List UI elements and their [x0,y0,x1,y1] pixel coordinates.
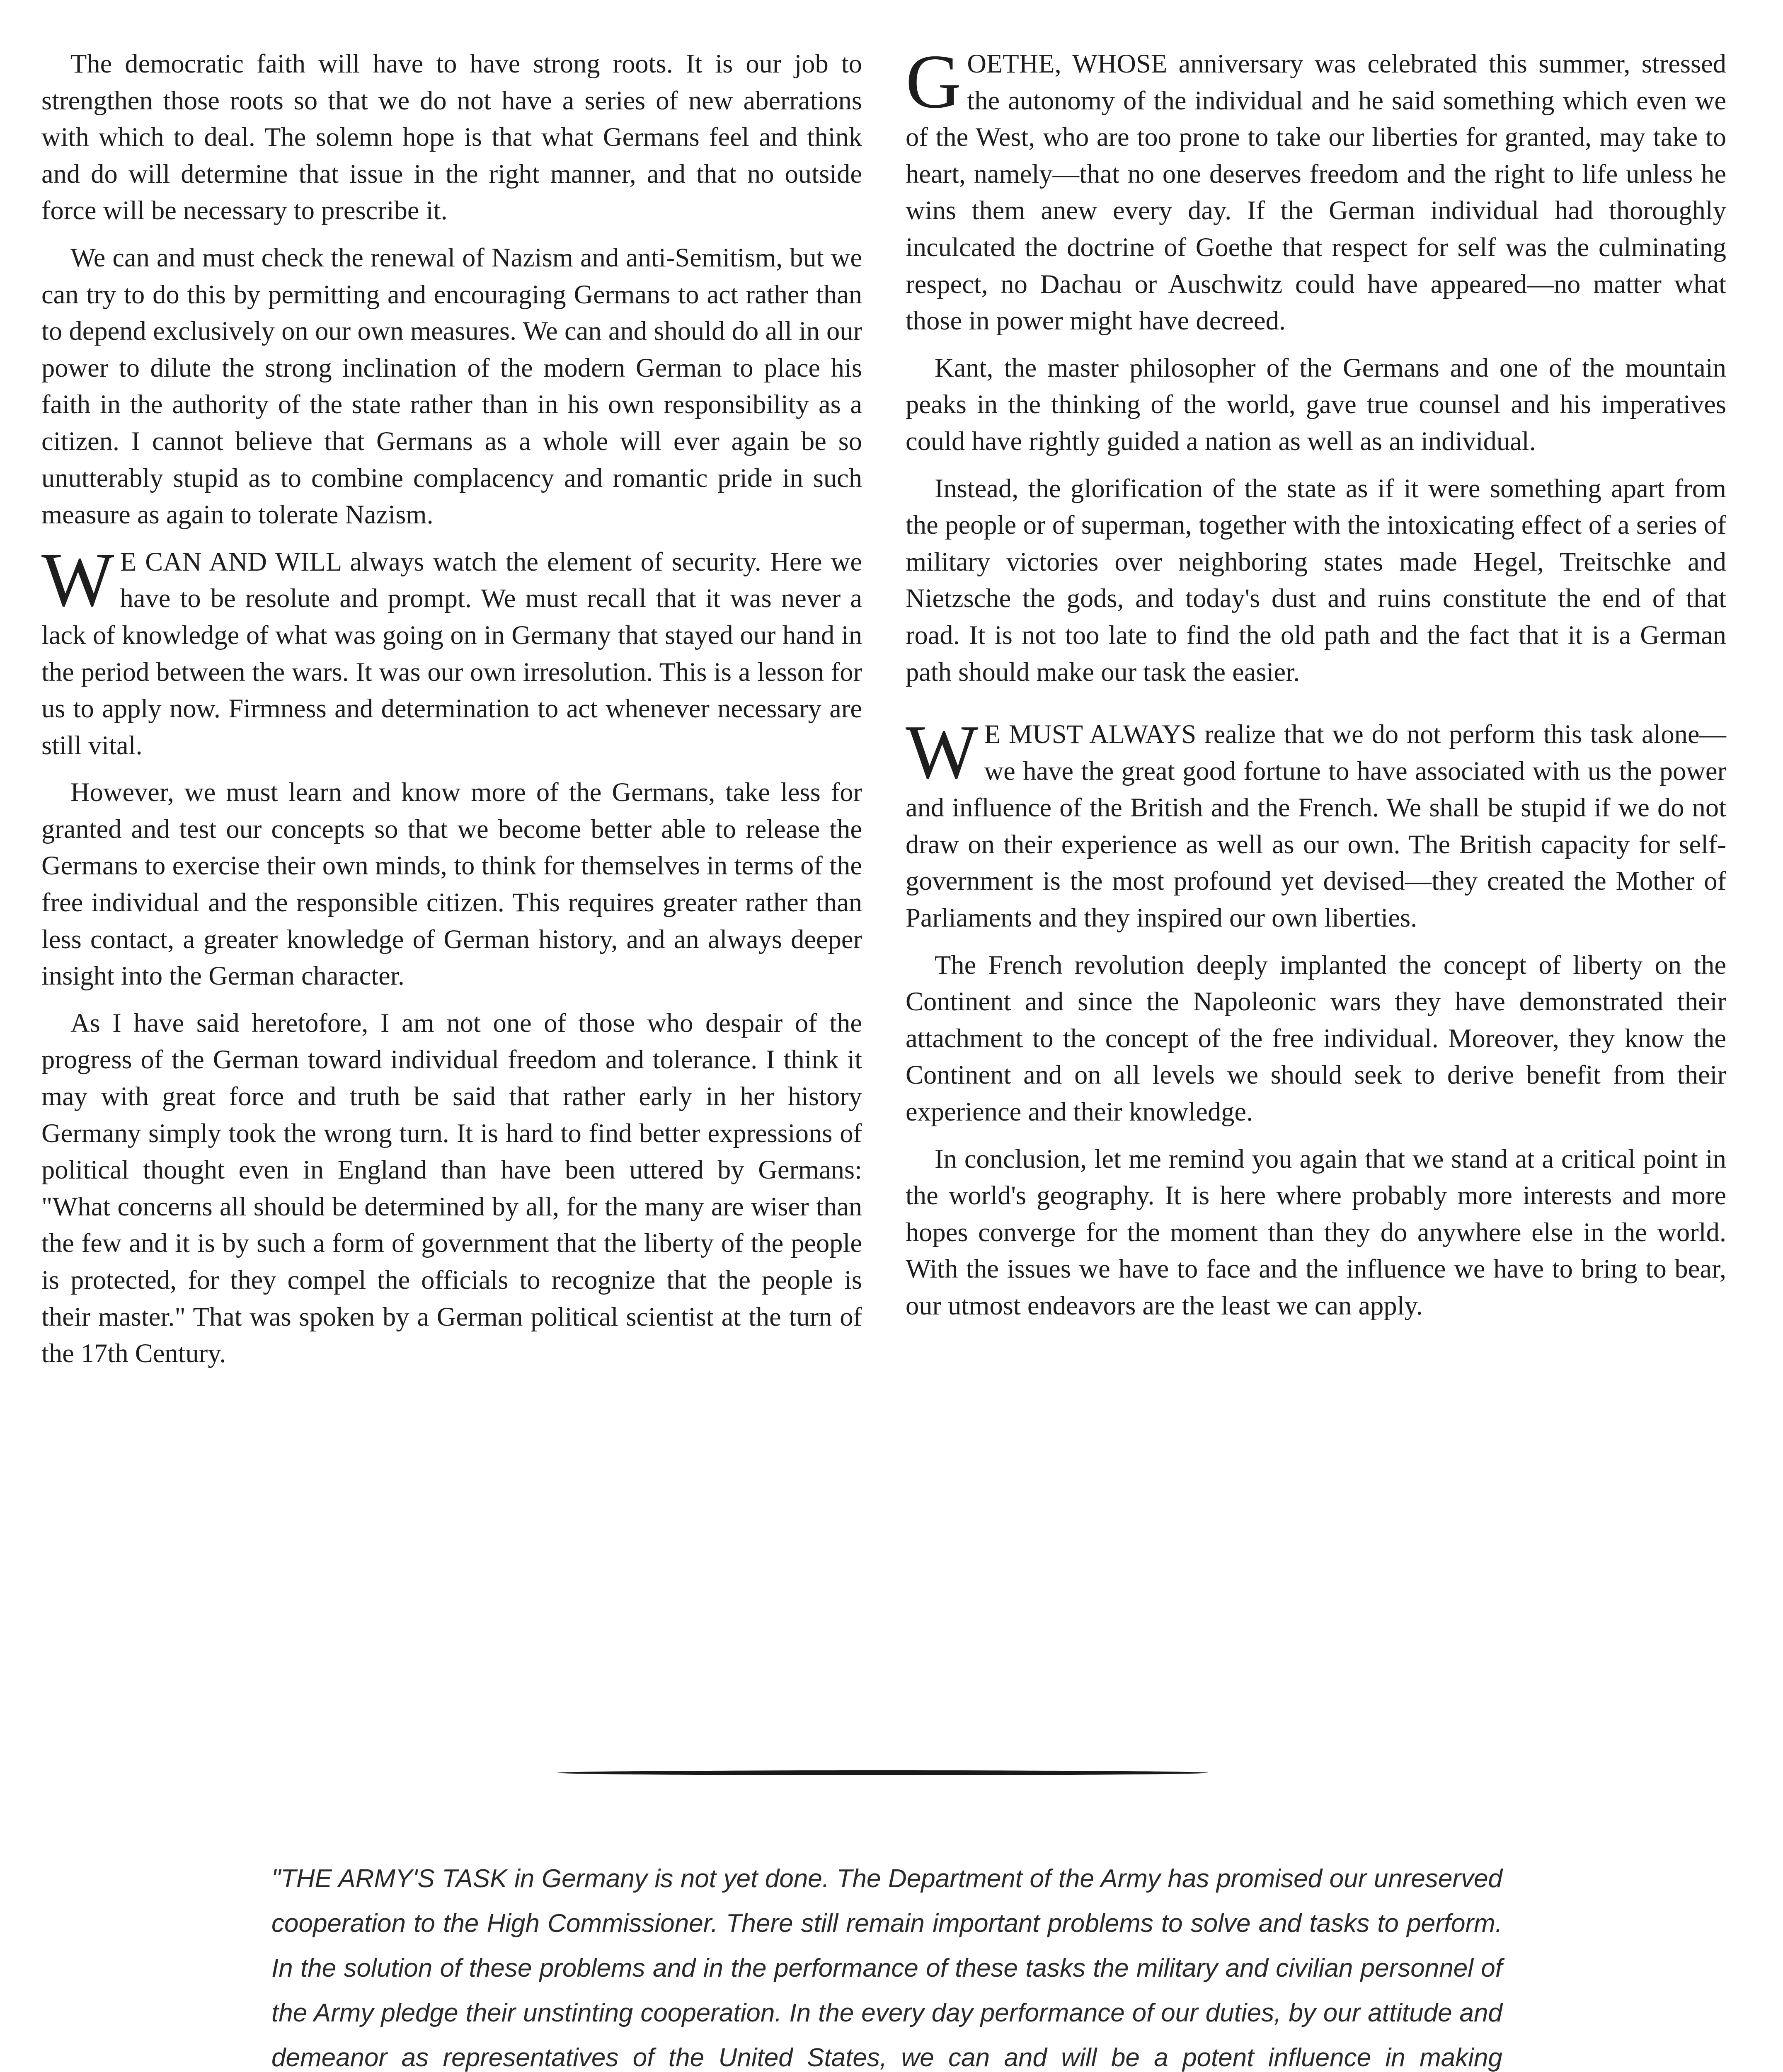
body-paragraph: We can and must check the renewal of Nazism and anti-Semitism, but we can try to do this by permitting and encouraging Germans to act rather than to depend exclusively on our own measures. We can and should do all in our power to dilute the strong inclination of the modern German to place his faith in the authority of the state rather than in his own responsibility as a citizen. I cannot believe that Germans as a whole will ever again be so unutterably stupid as to combine complacency and romantic pride in such measure as again to tolerate Nazism. [41,242,862,530]
section-paragraph-drop-cap: WE MUST ALWAYS realize that we do not perform this task alone—we have the great good fortune to have associated with us the power and influence of the British and the French. We shall be stupid if we do not draw on their experience as well as our own. The British capacity for self-government is the most profound yet devised—they created the Mother of Parliaments and they inspired our own liberties. [906,709,1726,933]
pull-quote: "THE ARMY'S TASK in Germany is not yet done. The Department of the Army has promised our unreserved cooperation to the High Commissioner. There still remain important problems to solve and tasks to perform. In the solution of these problems and in the performance of these tasks the military and civilian personnel of the Army pledge their unstinting cooperation. In the every day performance of our duties, by our attitude and demeanor as representatives of the United States, we can and will be a potent influence in making [271,1864,1502,2072]
section-paragraph-drop-cap: WE CAN AND WILL always watch the element of security. Here we have to be resolute and prompt. We must recall that it was never a lack of knowledge of what was going on in Germany that stayed our hand in the period between the wars. It was our own irresolution. This is a lesson for us to apply now. Firmness and determination to act whenever necessary are still vital. [41,537,862,760]
section-paragraph-drop-cap: GOETHE, WHOSE anniversary was celebrated this summer, stressed the autonomy of the individual and he said something which even we of the West, who are too prone to take our liberties for granted, may take to heart, namely—that no one deserves freedom and the right to life unless he wins them anew every day. If the German individual had thoroughly inculcated the doctrine of Goethe that respect for self was the culminating respect, no Dachau or Auschwitz could have appeared—no matter what those in power might have decreed. [906,39,1726,336]
section-divider [557,1770,1208,1775]
body-paragraph: The democratic faith will have to have strong roots. It is our job to strengthen those roots so that we do not have a series of new aberrations with which to deal. The solemn hope is that what Germans feel and think and do will determine that issue in the right manner, and that no outside force will be necessary to prescribe it. [41,49,862,225]
body-paragraph: The French revolution deeply implanted the concept of liberty on the Continent and since the Napoleonic wars they have demonstrated their attachment to the concept of the free individual. Moreover, they know the Continent and on all levels we should seek to derive benefit from their experience and their knowledge. [906,950,1726,1127]
body-paragraph: Kant, the master philosopher of the Germans and one of the mountain peaks in the thinking of the world, gave true counsel and his imperatives could have rightly guided a nation as well as an individual. [906,353,1726,456]
left-column [41,46,862,1372]
body-paragraph: Instead, the glorification of the state as if it were something apart from the people or of superman, together with the intoxicating effect of a series of military victories over neighboring states made Hegel, Treitschke and Nietzsche the gods, and today's dust and ruins constitute the end of that road. It is not too late to find the old path and the fact that it is a German path should make our task the easier. [906,473,1726,687]
body-paragraph: As I have said heretofore, I am not one of those who despair of the progress of the German toward individual freedom and tolerance. I think it may with great force and truth be said that rather early in her history Germany simply took the wrong turn. It is hard to find better expressions of political thought even in England than have been uttered by Germans: "What concerns all should be determined by all, for the many are wiser than the few and it is by such a form of government that the liberty of the people is protected, for they compel the officials to recognize that the people is their master." That was spoken by a German political scientist at the turn of the 17th Century. [41,1008,862,1368]
right-column [906,39,1726,1324]
body-paragraph: However, we must learn and know more of the Germans, take less for granted and test our concepts so that we become better able to release the Germans to exercise their own minds, to think for themselves in terms of the free individual and the responsible citizen. This requires greater rather than less contact, a greater knowledge of German history, and an always deeper insight into the German character. [41,777,862,991]
body-paragraph: In conclusion, let me remind you again that we stand at a critical point in the world's geography. It is here where probably more interests and more hopes converge for the moment than they do anywhere else in the world. With the issues we have to face and the influence we have to bring to bear, our utmost endeavors are the least we can apply. [906,1144,1726,1320]
